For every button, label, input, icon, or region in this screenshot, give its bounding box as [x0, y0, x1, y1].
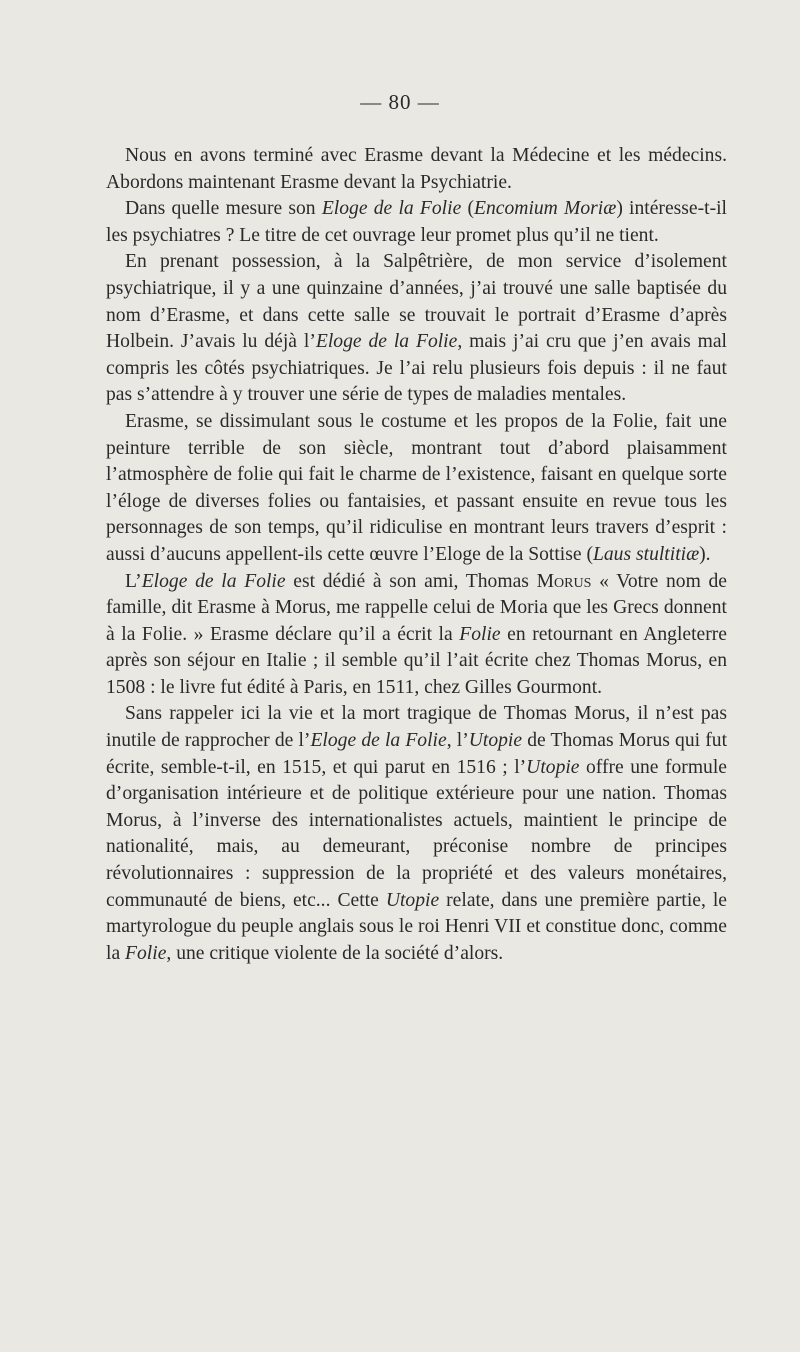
paragraph	[106, 196, 727, 249]
text-run: En prenant possession, à la Salpêtrière, de mon service d’isolement psychiatrique, il y a une quinzaine d’années, j’ai trouvé une salle baptisée du nom d’Erasme, et dans cette salle se trouvait le portrait d’Erasme d’après Holbein. J’avais lu déjà l’	[106, 251, 727, 353]
paragraph	[106, 701, 727, 967]
italic-text: Eloge de la Folie	[321, 198, 462, 220]
text-run: Nous en avons terminé avec Erasme devant la Médecine et les médecins. Abordons maintenant Erasme devant la Psychiatrie.	[106, 145, 727, 193]
text-run: relate, dans une première partie, le martyrologue du peuple anglais sous le roi Henri VII et constitue donc, comme la	[106, 889, 728, 964]
text-run: ) intéresse-t-il les psychiatres ? Le titre de cet ouvrage leur promet plus qu’il ne tient.	[106, 198, 727, 246]
paragraph	[106, 409, 727, 569]
paragraph	[106, 249, 727, 409]
paragraph	[106, 569, 727, 702]
text-run: de Thomas Morus qui fut écrite, semble-t-il, en 1515, et qui parut en 1516 ; l’	[106, 730, 728, 778]
body-text	[106, 143, 727, 967]
italic-text: Utopie	[526, 756, 580, 778]
italic-text: Eloge de la Folie	[310, 730, 447, 752]
text-run: offre une formule d’organisation intérieure et de politique extérieure pour une nation. Thomas Morus, à l’inverse des internationalistes actuels, maintient le principe de nationalité, mais, au demeurant, préconise nombre de principes révolutionnaires : suppression de la propriété et des valeurs monétaires, communauté de biens, etc... Cette	[106, 756, 727, 911]
text-run: , l’	[446, 730, 469, 752]
text-run: Erasme, se dissimulant sous le costume et les propos de la Folie, fait une peinture terrible de son siècle, montrant tout d’abord plaisamment l’atmosphère de folie qui fait le charme de l’existence, faisant en quelque sorte l’éloge de diverses folies ou fantaisies, et passant ensuite en revue tous les personnages de son temps, qu’il ridiculise en montrant leurs travers d’esprit : aussi d’aucuns appellent-ils cette œuvre l’Eloge de la Sottise (	[106, 410, 727, 565]
italic-text: Laus stultitiæ	[592, 543, 700, 565]
italic-text: Folie	[125, 942, 167, 964]
italic-text: Utopie	[468, 730, 523, 752]
text-run: Dans quelle mesure son	[125, 198, 322, 220]
page-number: — 80 —	[360, 90, 440, 114]
text-run: ).	[699, 543, 711, 565]
text-run: , une critique violente de la société d’alors.	[166, 942, 504, 964]
text-run: Sans rappeler ici la vie et la mort tragique de Thomas Morus, il n’est pas inutile de rapprocher de l’	[106, 703, 727, 752]
italic-text: Encomium Moriæ	[474, 198, 617, 220]
text-run: « Votre nom de famille, dit Erasme à Morus, me rappelle celui de Moria que les Grecs donnent à la Folie. » Erasme déclare qu’il a écrit la	[106, 570, 728, 645]
italic-text: Utopie	[385, 889, 440, 911]
italic-text: Folie	[459, 623, 501, 645]
text-run: (	[461, 198, 475, 220]
paragraph	[106, 143, 727, 196]
text-run: L’	[125, 570, 142, 592]
small-caps-text: Morus	[536, 570, 592, 592]
italic-text: Eloge de la Folie	[315, 331, 458, 353]
italic-text: Eloge de la Folie	[141, 570, 286, 592]
text-run: en retournant en Angleterre après son séjour en Italie ; il semble qu’il l’ait écrite chez Thomas Morus, en 1508 : le livre fut édité à Paris, en 1511, chez Gilles Gourmont.	[106, 623, 727, 698]
text-run: est dédié à son ami, Thomas	[285, 570, 537, 592]
text-run: , mais j’ai cru que j’en avais mal compris les côtés psychiatriques. Je l’ai relu plusieurs fois depuis : il ne faut pas s’attendre à y trouver une série de types de maladies mentales.	[106, 331, 728, 406]
